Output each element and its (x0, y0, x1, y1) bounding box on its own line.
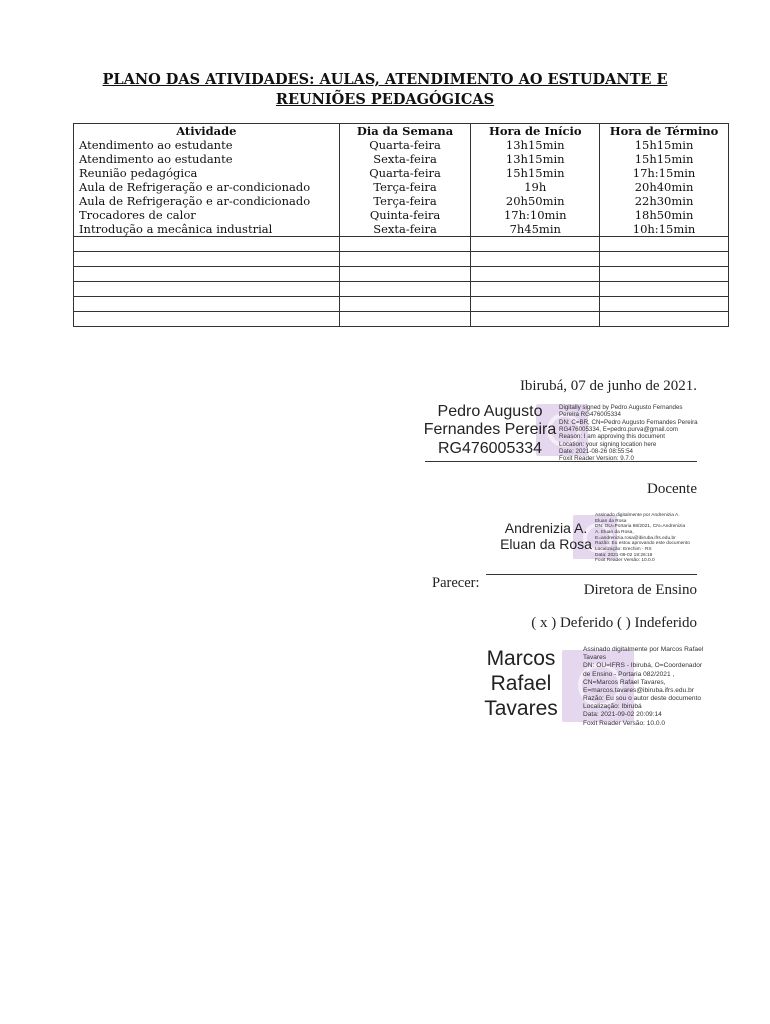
cell-end-time: 18h50min (600, 208, 729, 222)
cell-start-time: 13h15min (471, 138, 600, 152)
table-row (74, 180, 729, 194)
cell-end-time: 17h:15min (600, 166, 729, 180)
signature-detail-line: DN: OU=IFRS - Ibirubá, O=Coordenador (583, 662, 703, 670)
cell-activity: Atendimento ao estudante (74, 138, 340, 152)
cell-activity (74, 252, 340, 267)
header-start-time: Hora de Início (471, 124, 600, 139)
table-row (74, 208, 729, 222)
cell-start-time (471, 237, 600, 252)
cell-activity (74, 297, 340, 312)
cell-end-time (600, 237, 729, 252)
table-row (74, 194, 729, 208)
signer-name-line2: Eluan da Rosa (500, 536, 592, 553)
signer-name-line1: Pedro Augusto (437, 403, 543, 420)
cell-start-time (471, 312, 600, 327)
signature-detail-line: RG476005334, E=pedro.purva@gmail.com (559, 425, 678, 433)
signature-line-2 (486, 574, 697, 575)
table-row (74, 152, 729, 166)
signature-details (559, 404, 698, 463)
cell-start-time (471, 282, 600, 297)
signature-detail-line: Localização: Erechim - RS (595, 546, 652, 552)
cell-weekday: Terça-feira (339, 194, 471, 208)
signature-detail-line: Digitally signed by Pedro Augusto Fernandes (559, 404, 683, 411)
signer-name-line2: Fernandes Pereira (423, 421, 557, 439)
parecer-label: Parecer: (432, 575, 480, 591)
signature-detail-line: Foxit Reader Versão: 10.0.0 (595, 558, 655, 564)
table-row (74, 222, 729, 237)
title-line-1: PLANO DAS ATIVIDADES: AULAS, ATENDIMENTO AO ESTUDANTE E (102, 71, 668, 88)
signature-detail-line: E=andrenizia.rosa@ibiruba.ifrs.edu.br (595, 535, 676, 541)
signature-detail-line: DN: C=BR, CN=Pedro Augusto Fernandes Pereira (559, 418, 698, 426)
signer-name-line1: Marcos (486, 647, 556, 670)
cell-end-time: 10h:15min (600, 222, 729, 237)
cell-end-time: 15h15min (600, 138, 729, 152)
cell-end-time (600, 267, 729, 282)
cell-end-time: 20h40min (600, 180, 729, 194)
cell-activity: Atendimento ao estudante (74, 152, 340, 166)
signature-detail-line: Assinado digitalmente por Marcos Rafael (583, 646, 704, 653)
cell-start-time (471, 297, 600, 312)
signature-detail-line: Razão: Eu sou o autor deste documento (583, 695, 702, 703)
signature-detail-line: Localização: Ibirubá (583, 703, 642, 711)
signature-detail-line: E=marcos.tavares@ibiruba.ifrs.edu.br (583, 686, 694, 694)
header-end-time: Hora de Término (600, 124, 729, 139)
place-date: Ibirubá, 07 de junho de 2021. (519, 378, 697, 394)
cell-start-time (471, 267, 600, 282)
signature-detail-line: CN=Marcos Rafael Tavares, (583, 678, 666, 686)
signature-detail-line: Data: 2021-09-02 20:09:14 (583, 711, 662, 719)
cell-weekday: Quarta-feira (339, 138, 471, 152)
cell-activity: Trocadores de calor (74, 208, 340, 222)
signature-detail-line: Eluan da Rosa (595, 518, 627, 524)
cell-start-time (471, 252, 600, 267)
cell-start-time: 7h45min (471, 222, 600, 237)
signature-detail-line: Data: 2021-09-02 18:26:19 (595, 552, 653, 558)
signature-details (583, 646, 703, 728)
activities-table (73, 123, 729, 327)
table-row (74, 166, 729, 180)
cell-weekday: Quarta-feira (339, 166, 471, 180)
signature-detail-line: Foxit Reader Version: 9.7.0 (559, 455, 634, 463)
signature-detail-line: DN: OU=Portaria 88/2021, CN=Andrenizia (595, 524, 686, 530)
cell-weekday: Terça-feira (339, 180, 471, 194)
empty-table-row (74, 267, 729, 282)
empty-table-row (74, 297, 729, 312)
empty-table-row (74, 312, 729, 327)
cell-weekday (339, 237, 471, 252)
digital-signature-pedro (418, 402, 708, 462)
empty-table-row (74, 252, 729, 267)
signature-detail-line: Pereira RG476005334 (559, 411, 621, 419)
signer-name (476, 647, 566, 721)
cell-start-time: 19h (471, 180, 600, 194)
signature-detail-line: Location: your signing location here (559, 440, 657, 448)
cell-weekday: Sexta-feira (339, 222, 471, 237)
signature-detail-line: Date: 2021-08-26 08:55:54 (559, 447, 633, 455)
cell-end-time (600, 282, 729, 297)
cell-start-time: 20h50min (471, 194, 600, 208)
table-row (74, 138, 729, 152)
cell-end-time (600, 297, 729, 312)
cell-weekday (339, 267, 471, 282)
title-line-2: REUNIÕES PEDAGÓGICAS (275, 91, 495, 108)
empty-table-row (74, 237, 729, 252)
cell-weekday (339, 282, 471, 297)
cell-weekday: Quinta-feira (339, 208, 471, 222)
signature-detail-line: Reason: I am approving this document (559, 433, 665, 441)
cell-activity (74, 312, 340, 327)
document-title (60, 70, 710, 110)
signature-line-1 (425, 461, 697, 462)
digital-signature-marcos (476, 645, 721, 725)
digital-signature-andrenizia (494, 510, 704, 562)
cell-activity: Introdução a mecânica industrial (74, 222, 340, 237)
cell-start-time: 15h15min (471, 166, 600, 180)
cell-activity: Aula de Refrigeração e ar-condicionado (74, 180, 340, 194)
signature-detail-line: Tavares (583, 654, 607, 662)
signer-name-line3: Tavares (484, 696, 558, 720)
cell-weekday (339, 252, 471, 267)
signer-name-line3: RG476005334 (437, 439, 543, 457)
signer-name-line2: Rafael (490, 671, 552, 695)
signature-detail-line: Assinado digitalmente por Andrenizia A. (595, 513, 680, 518)
table-header-row (74, 124, 729, 139)
cell-end-time (600, 312, 729, 327)
signature-detail-line: Foxit Reader Versão: 10.0.0 (583, 719, 666, 727)
cell-activity: Reunião pedagógica (74, 166, 340, 180)
signer-name (418, 403, 562, 458)
signer-name-line1: Andrenizia A. (504, 520, 588, 536)
signer-name (494, 520, 598, 552)
cell-end-time (600, 252, 729, 267)
empty-table-row (74, 282, 729, 297)
header-weekday: Dia da Semana (339, 124, 471, 139)
cell-end-time: 15h15min (600, 152, 729, 166)
cell-weekday: Sexta-feira (339, 152, 471, 166)
decision-text: ( x ) Deferido ( ) Indeferido (531, 615, 697, 631)
role-docente: Docente (647, 481, 697, 497)
cell-end-time: 22h30min (600, 194, 729, 208)
cell-activity: Aula de Refrigeração e ar-condicionado (74, 194, 340, 208)
signature-detail-line: Razão: Eu estou aprovando este documento (595, 541, 690, 547)
cell-activity (74, 282, 340, 297)
cell-weekday (339, 297, 471, 312)
cell-start-time: 13h15min (471, 152, 600, 166)
cell-activity (74, 237, 340, 252)
cell-start-time: 17h:10min (471, 208, 600, 222)
role-diretora: Diretora de Ensino (583, 582, 697, 598)
signature-details (595, 513, 690, 564)
cell-weekday (339, 312, 471, 327)
signature-detail-line: A. Eluan da Rosa, (595, 529, 634, 535)
cell-activity (74, 267, 340, 282)
header-activity: Atividade (74, 124, 340, 139)
table-body (74, 138, 729, 327)
signature-detail-line: de Ensino - Portaria 082/2021 , (583, 670, 675, 678)
